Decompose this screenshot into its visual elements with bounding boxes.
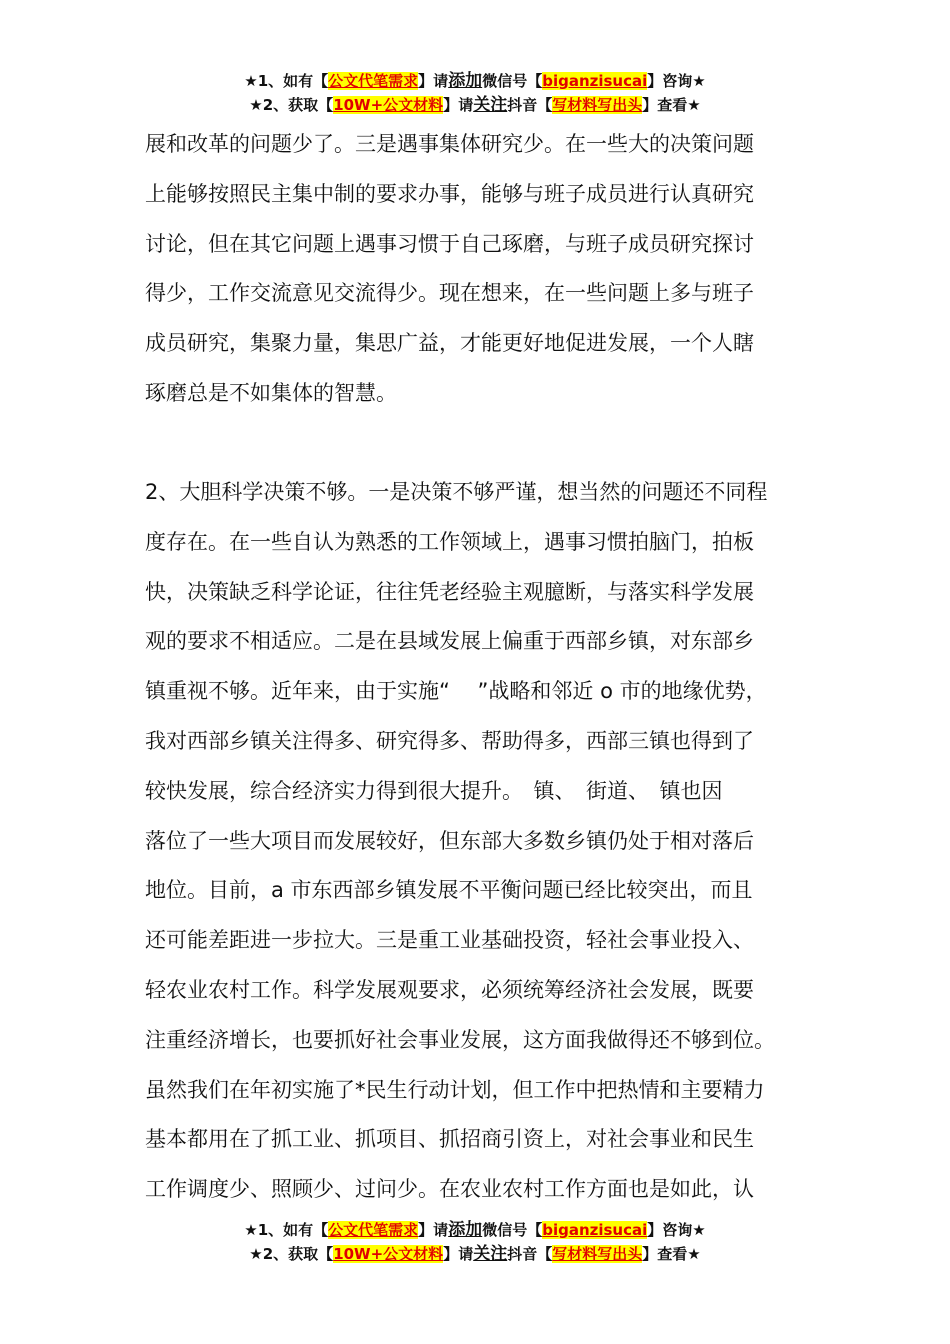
promo-highlight: 公文代笔需求	[328, 72, 419, 90]
text-line: 得少，工作交流意见交流得少。现在想来，在一些问题上多与班子	[145, 281, 754, 306]
text-line: 琢磨总是不如集体的智慧。	[145, 380, 397, 405]
paragraph-2	[145, 468, 775, 1215]
wechat-id: biganzisucai	[542, 72, 648, 90]
promo-text: 】请	[443, 1245, 474, 1263]
promo-text: 】咨询★	[647, 1221, 706, 1239]
promo-row-1	[0, 1218, 950, 1242]
promo-text: 】请	[418, 1221, 449, 1239]
promo-text: 微信号【	[482, 72, 543, 90]
paragraph-1	[145, 120, 754, 419]
text-line: 观的要求不相适应。二是在县域发展上偏重于西部乡镇，对东部乡	[145, 629, 754, 654]
promo-highlight: 10W+公文材料	[333, 96, 444, 114]
promo-text: ★2、获取【	[249, 1245, 334, 1263]
text-line: 虽然我们在年初实施了*民生行动计划，但工作中把热情和主要精力	[145, 1077, 765, 1102]
text-line: 2、大胆科学决策不够。一是决策不够严谨，想当然的问题还不同程	[145, 480, 768, 504]
douyin-id: 写材料写出头	[552, 1245, 643, 1263]
promo-text: ★1、如有【	[244, 1221, 329, 1239]
douyin-id: 写材料写出头	[552, 96, 643, 114]
text-line: 较快发展，综合经济实力得到很大提升。 镇、 街道、 镇也因	[145, 778, 723, 803]
text-line: 成员研究，集聚力量，集思广益，才能更好地促进发展，一个人瞎	[145, 331, 754, 356]
text-line: 注重经济增长，也要抓好社会事业发展，这方面我做得还不够到位。	[145, 1027, 775, 1052]
promo-banner-top	[0, 69, 950, 117]
text-line: 上能够按照民主集中制的要求办事，能够与班子成员进行认真研究	[145, 181, 754, 206]
text-line: 还可能差距进一步拉大。三是重工业基础投资，轻社会事业投入、	[145, 928, 754, 953]
promo-text: 】查看★	[642, 96, 701, 114]
promo-row-2	[0, 1242, 950, 1266]
promo-text: 】请	[418, 72, 449, 90]
text-line: 讨论，但在其它问题上遇事习惯于自己琢磨，与班子成员研究探讨	[145, 231, 754, 256]
wechat-id: biganzisucai	[542, 1221, 648, 1239]
text-line: 落位了一些大项目而发展较好，但东部大多数乡镇仍处于相对落后	[145, 828, 754, 853]
text-line: 快，决策缺乏科学论证，往往凭老经验主观臆断，与落实科学发展	[145, 579, 754, 604]
promo-highlight: 公文代笔需求	[328, 1221, 419, 1239]
text-line: 镇重视不够。近年来，由于实施“ ”战略和邻近 o 市的地缘优势，	[145, 679, 767, 704]
promo-banner-bottom	[0, 1218, 950, 1266]
promo-text: ★2、获取【	[249, 96, 334, 114]
promo-emphasis: 添加	[448, 1220, 483, 1240]
promo-text: ★1、如有【	[244, 72, 329, 90]
promo-emphasis: 关注	[473, 95, 508, 115]
promo-emphasis: 关注	[473, 1244, 508, 1264]
text-line: 地位。目前，a 市东西部乡镇发展不平衡问题已经比较突出，而且	[145, 878, 753, 903]
text-line: 我对西部乡镇关注得多、研究得多、帮助得多，西部三镇也得到了	[145, 728, 754, 753]
promo-highlight: 10W+公文材料	[333, 1245, 444, 1263]
promo-text: 】咨询★	[647, 72, 706, 90]
text-line: 展和改革的问题少了。三是遇事集体研究少。在一些大的决策问题	[145, 132, 754, 156]
promo-row-2	[0, 93, 950, 117]
text-line: 基本都用在了抓工业、抓项目、抓招商引资上，对社会事业和民生	[145, 1127, 754, 1152]
promo-row-1	[0, 69, 950, 93]
text-line: 度存在。在一些自认为熟悉的工作领域上，遇事习惯拍脑门，拍板	[145, 529, 754, 554]
promo-text: 微信号【	[482, 1221, 543, 1239]
text-line: 轻农业农村工作。科学发展观要求，必须统筹经济社会发展，既要	[145, 977, 754, 1002]
promo-emphasis: 添加	[448, 71, 483, 91]
text-line: 工作调度少、照顾少、过问少。在农业农村工作方面也是如此，认	[145, 1177, 754, 1202]
promo-text: 抖音【	[507, 1245, 553, 1263]
promo-text: 】请	[443, 96, 474, 114]
promo-text: 抖音【	[507, 96, 553, 114]
promo-text: 】查看★	[642, 1245, 701, 1263]
